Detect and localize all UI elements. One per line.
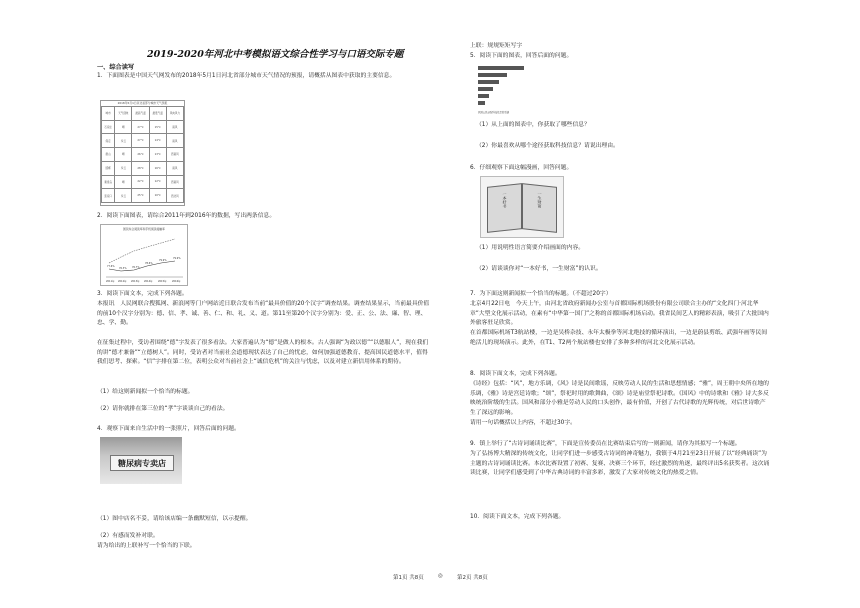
table-cell: 唐山 xyxy=(102,148,115,162)
store-photo xyxy=(100,437,182,484)
table-cell: 15℃ xyxy=(149,120,166,134)
table-row xyxy=(102,107,184,121)
q3-sub-2: （2）请你就排在第三位的“孝”字谈谈自己的看法。 xyxy=(97,406,229,412)
weather-table xyxy=(101,106,184,203)
data-label: 76.3% xyxy=(119,267,127,270)
table-row xyxy=(102,134,184,148)
data-label: 79.9% xyxy=(173,257,181,260)
table-cell: 西南风 xyxy=(166,148,183,162)
table-cell: 秦皇岛 xyxy=(102,175,115,189)
question-7: 7．为下面这则新闻拟一个恰当的标题。（不超过20字） xyxy=(470,291,612,297)
table-cell: 张家口 xyxy=(102,189,115,203)
question-9: 9．镇上举行了“古诗词诵读比赛”，下面是宣传委员在比赛结束后写的一则新闻，请你为其拟写一个标题。 xyxy=(470,441,741,447)
table-header-cell: 城市 xyxy=(102,107,115,121)
question-10: 10．阅读下面文本，完成下列各题。 xyxy=(470,514,565,520)
table-cell: 邯郸 xyxy=(102,161,115,175)
table-cell: 多云 xyxy=(115,189,132,203)
q3-paragraph-2: 在征集过程中，受访者围绕“德”字发表了很多看法。大家普遍认为“德”是做人的根本。古人强调“为政以德”“以德服人”，现在我们的讲“德才兼备”“立德树人”。同时，受访者对当前社会道德现状表达了自己的忧虑，如何加强道德教育、提高国民道德水平，值得我们思考、探索。“信”字排在第二位，表明公众对当前社会上“诚信危机”的关注与忧虑，以及对建立新信用体系的期待。 xyxy=(97,340,429,366)
table-row xyxy=(102,175,184,189)
footer-page-left: 第1页 共8页 xyxy=(393,575,424,581)
x-tick-label: 2011年 xyxy=(106,280,115,283)
bar xyxy=(478,80,499,84)
bar xyxy=(478,66,524,70)
table-header-cell: 最低气温 xyxy=(149,107,166,121)
table-cell: 27℃ xyxy=(132,134,149,148)
table-cell: 保定 xyxy=(102,134,115,148)
q5-sub-1: （1）从上面的图表中，你获取了哪些信息？ xyxy=(476,122,590,128)
q4-sub-2-instruction: 请为给出的上联补写一个恰当的下联。 xyxy=(97,543,196,549)
q7-paragraph-2: 在首都国际机场T3航站楼，一边是吴桥杂技、永年太极拳等河北绝技的循环演出，一边是蔚县剪纸、武强年画等民间绝活儿的现场演示。此外，在T1、T2两个航站楼也安排了多种多样的河北文化展示活动。 xyxy=(470,330,768,346)
book-left-text: 一本好书 xyxy=(502,191,508,209)
table-row xyxy=(102,120,184,134)
cartoon-book xyxy=(480,176,564,238)
science-info-chart xyxy=(478,64,530,116)
question-5: 5．阅读下面的图表，回答后面的问题。 xyxy=(470,53,573,59)
x-tick-label: 2015年 xyxy=(158,280,167,283)
table-cell: 南风 xyxy=(166,161,183,175)
table-cell: 西南风 xyxy=(166,175,183,189)
q7-paragraph-1: 北京4月22日电 今天上午，由河北省政府新闻办公室与首都国际机场股份有限公司联合主办的“文化四门·河北华章”大型文化展示活动，在素有“中华第一国门”之称的首都国际机场启动。我省民间艺人的精彩表演，吸引了大批国内外旅客驻足欣赏。 xyxy=(470,301,769,327)
footer-separator: ◎ xyxy=(438,573,443,579)
q4-sub-1: （1）图中店名不妥，请给该店编一条幽默短信，以示提醒。 xyxy=(97,516,252,522)
q4-sub-2: （2）有感而发补对联。 xyxy=(97,533,159,539)
page-title: 2019-2020年河北中考模拟语文综合性学习与口语交际专题 xyxy=(147,49,404,60)
question-3: 3．阅读下面文本，完成下列各题。 xyxy=(97,291,188,297)
table-cell: 南风 xyxy=(166,134,183,148)
q9-paragraph: 为了弘扬博大精深的传统文化，让同学们进一步感受古诗词的神奇魅力，我镇于4月21至23日开展了以“经典诵读”为主题的古诗词诵读比赛。本次比赛设置了初赛、复赛、决赛三个环节，经过激烈的角逐，最终评出5名获奖者。这次诵读比赛，让同学们感受到了中华古典诗词的丰富多彩，激发了大家对传统文化的热爱之情。 xyxy=(470,451,770,477)
q3-paragraph-1: 本报讯 人民网联合搜狐网、新浪网等门户网站近日联合发布当前“最具价值的20个汉字”调查结果。调查结果显示，当前最具价值的前10个汉字分别为：德、信、孝、诚、善、仁、和、礼、义、道。第11至第20个汉字分别为：爱、正、公、法、廉、智、理、忠、学、勤。 xyxy=(97,301,430,327)
chart-title: 国民综合阅读率和手机阅读接触率 xyxy=(123,227,165,231)
bar xyxy=(478,94,489,98)
q8-paragraph: 《诗经》包括：“风”，地方乐调，《风》诗是民间歌谣，反映劳动人民的生活和思想情感；“雅”，周王朝中央所在地的乐调，《雅》诗是宫廷诗歌；“颂”，祭祀时用的歌舞曲，《颂》诗是庙堂祭祀诗歌。《国风》中的诗歌和《雅》诗大多反映统治阶级的生活。国风和部分小雅是劳动人民的口头创作，最有价值，开创了古代诗歌的光辉传统，对后世诗歌产生了深远的影响。 xyxy=(470,381,769,417)
table-cell: 12℃ xyxy=(149,175,166,189)
table-row xyxy=(102,148,184,162)
table-cell: 28℃ xyxy=(132,161,149,175)
q5-sub-2: （2）你最喜欢从哪个途径获取科技信息？请说出理由。 xyxy=(476,143,619,149)
table-row xyxy=(102,161,184,175)
question-6: 6．仔细观察下面这幅漫画，回答问题。 xyxy=(470,165,573,171)
table-cell: 16℃ xyxy=(149,161,166,175)
table-cell: 晴 xyxy=(115,120,132,134)
chart-caption: 我国公民获取科技信息的渠道 xyxy=(478,111,510,114)
table-header-cell: 最高气温 xyxy=(132,107,149,121)
data-label: 77.6% xyxy=(107,265,115,268)
bar xyxy=(478,87,493,91)
data-label: 76.7% xyxy=(132,266,140,269)
table-cell: 25℃ xyxy=(132,189,149,203)
table-cell: 10℃ xyxy=(149,189,166,203)
table-cell: 26℃ xyxy=(132,148,149,162)
q6-sub-1: （1）用说明性语言简要介绍画面的内容。 xyxy=(476,245,585,251)
x-tick-label: 2016年 xyxy=(172,280,181,283)
x-tick-label: 2013年 xyxy=(131,280,140,283)
weather-table-title: 2018年5月1日河北省部分城市天气预报 xyxy=(117,101,168,105)
data-label: 78.6% xyxy=(145,262,153,265)
x-tick-label: 2014年 xyxy=(144,280,153,283)
table-cell: 南风 xyxy=(166,120,183,134)
table-cell: 22℃ xyxy=(132,175,149,189)
table-row xyxy=(102,189,184,203)
table-cell: 晴 xyxy=(115,148,132,162)
bar xyxy=(478,101,485,105)
table-cell: 多云 xyxy=(115,134,132,148)
table-cell: 西北风 xyxy=(166,189,183,203)
table-cell: 13℃ xyxy=(149,148,166,162)
footer-page-right: 第2页 共8页 xyxy=(457,575,488,581)
q8-instruction: 请用一句话概括以上内容，不超过30字。 xyxy=(470,420,576,426)
q6-sub-2: （2）请谈谈你对“一本好书，一生财富”的认识。 xyxy=(476,266,602,272)
reading-rate-chart xyxy=(100,224,188,286)
table-header-cell: 天气现象 xyxy=(115,107,132,121)
table-cell: 晴 xyxy=(115,175,132,189)
q3-sub-1: （1）给这则新闻拟一个恰当的标题。 xyxy=(97,389,194,395)
table-header-cell: 风向风力 xyxy=(166,107,183,121)
table-cell: 多云 xyxy=(115,161,132,175)
book-right-page xyxy=(522,183,557,233)
book-right-text: 一生财富 xyxy=(537,191,543,209)
x-tick-label: 2012年 xyxy=(118,280,127,283)
store-sign: 糖尿病专卖店 xyxy=(110,455,174,471)
question-4: 4．观察下面来自生活中的一张照片，回答后面的问题。 xyxy=(97,426,240,432)
table-cell: 14℃ xyxy=(149,134,166,148)
table-cell: 石家庄 xyxy=(102,120,115,134)
table-cell: 27℃ xyxy=(132,120,149,134)
question-8: 8．阅读下面文本，完成下列各题。 xyxy=(470,371,561,377)
couplet-upper: 上联：规规矩矩写字 xyxy=(470,43,523,49)
question-1: 1．下面图表是中国天气网发布的2018年5月1日河北省部分城市天气情况的预报，请概括从图表中获取的主要信息。 xyxy=(97,73,396,79)
book-left-page xyxy=(487,183,522,233)
bar xyxy=(478,73,507,77)
data-label: 79.9% xyxy=(159,259,167,262)
weather-table-figure xyxy=(100,100,185,206)
section-heading: 一、综合读写 xyxy=(97,64,135,71)
question-2: 2．阅读下面图表，请综合2011年到2016年的数据，写出两条信息。 xyxy=(97,213,276,219)
